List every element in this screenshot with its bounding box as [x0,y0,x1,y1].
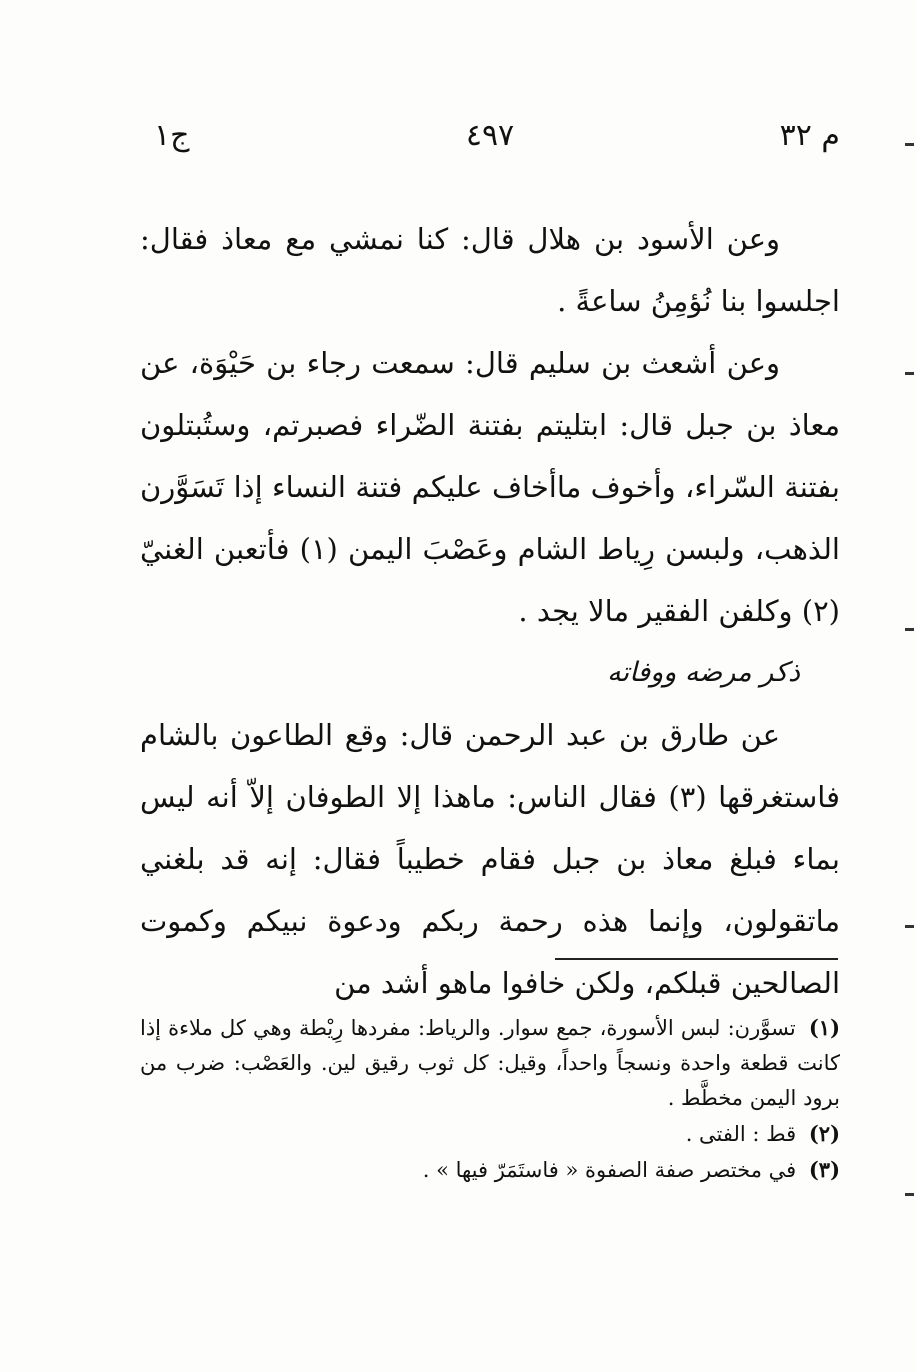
section-heading: ذكر مرضه ووفاته [607,657,800,688]
paragraph-1: وعن الأسود بن هلال قال: كنا نمشي مع معاذ فقال: اجلسوا بنا نُؤمِنُ ساعةً . [140,222,840,318]
scan-margin-mark [905,628,914,631]
scan-margin-mark [905,143,914,146]
footnote-2 [140,1116,840,1152]
main-text [140,208,840,1014]
paragraph-3: عن طارق بن عبد الرحمن قال: وقع الطاعون بالشام فاستغرقها (٣) فقال الناس: ماهذا إلا الطوفان إلاّ أنه ليس بماء فبلغ معاذ بن جبل فقام خطيباً فقال: إنه قد بلغني ماتقولون، وإنما هذه رحمة ربكم ودعوة نبيكم وكموت الصالحين قبلكم، ولكن خافوا ماهو أشد من [140,718,840,1000]
footnote-3-number: (٣) [808,1157,840,1182]
footnote-1-number: (١) [808,1015,840,1040]
footnote-divider [555,958,838,960]
volume-label: ج١ [154,118,190,153]
scan-margin-mark [905,372,914,375]
page-number: ٤٩٧ [465,118,515,153]
footnote-1 [140,1010,840,1116]
footnote-3-text: في مختصر صفة الصفوة « فاستَمَرّ فيها » . [422,1158,797,1182]
footnote-2-text: قط : الفتى . [685,1122,797,1146]
footnote-2-number: (٢) [808,1121,840,1146]
footnotes [140,1010,840,1188]
footnote-1-text: تسوَّرن: لبس الأسورة، جمع سوار. والرياط: مفردها رِيْطة وهي كل ملاءة إذا كانت قطعة واحدة ونسجاً واحداً، وقيل: كل ثوب رقيق لين. والعَصْب: ضرب من برود اليمن مخطَّط . [140,1016,840,1110]
footnote-3 [140,1152,840,1188]
scan-margin-mark [905,1193,914,1196]
scan-margin-mark [905,925,914,928]
paragraph-2: وعن أشعث بن سليم قال: سمعت رجاء بن حَيْوَة، عن معاذ بن جبل قال: ابتليتم بفتنة الضّراء فصبرتم، وستُبتلون بفتنة السّراء، وأخوف ماأخاف عليكم فتنة النساء إذا تَسَوَّرن الذهب، ولبسن رِياط الشام وعَصْبَ اليمن (١) فأتعبن الغنيّ (٢) وكلفن الفقير مالا يجد . [140,346,840,628]
page-reference: م ٣٢ [779,118,840,153]
page-header [140,118,840,162]
